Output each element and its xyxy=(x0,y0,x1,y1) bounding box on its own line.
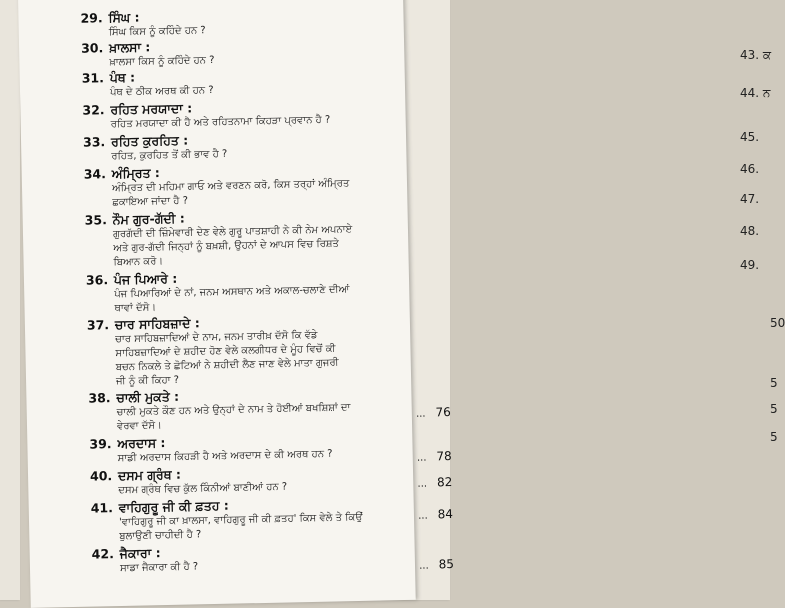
toc-entry xyxy=(84,160,425,211)
entry-question: ਪੰਜ ਪਿਆਰਿਆਂ ਦੇ ਨਾਂ, ਜਨਮ ਅਸਥਾਨ ਅਤੇ ਅਕਾਲ-ਚਲਾਣੇ ਦੀਆਂ ਥਾਵਾਂ ਦੱਸੋ। xyxy=(114,284,350,315)
toc-entry xyxy=(89,461,453,498)
side-entry: 50 xyxy=(770,316,785,330)
entry-heading: 30. ਖ਼ਾਲਸਾ : xyxy=(80,39,151,56)
entry-heading: 33. ਰਹਿਤ ਕੁਰਹਿਤ : xyxy=(82,132,189,150)
entry-question: ਰਹਿਤ, ਕੁਰਹਿਤ ਤੋਂ ਕੀ ਭਾਵ ਹੈ ? xyxy=(111,148,228,163)
page-ref: ... 78 xyxy=(416,449,452,464)
toc-entry xyxy=(89,429,452,466)
side-entry: 43. ਕ xyxy=(740,48,772,62)
entry-heading: 32. ਰਹਿਤ ਮਰਯਾਦਾ : xyxy=(82,100,193,118)
back-page-left xyxy=(0,0,20,600)
entry-heading: 29. ਸਿੰਘ : xyxy=(80,9,140,26)
entry-heading: 40. ਦਸਮ ਗ੍ਰੰਥ : xyxy=(89,466,182,484)
document-page xyxy=(18,0,455,608)
entry-heading: 42. ਜੈਕਾਰਾ : xyxy=(91,545,161,562)
entry-question: ਅੰਮ੍ਰਿਤ ਦੀ ਮਹਿਮਾ ਗਾਓ ਅਤੇ ਵਰਣਨ ਕਰੋ, ਕਿਸ ਤਰ੍ਹਾਂ ਅੰਮ੍ਰਿਤ ਛਕਾਇਆ ਜਾਂਦਾ ਹੈ ? xyxy=(111,178,350,209)
page-ref: ... 85 xyxy=(419,556,455,572)
toc-entry xyxy=(83,128,424,165)
page-ref: ... 84 xyxy=(418,507,454,522)
entry-question: ਪੰਥ ਦੇ ਠੀਕ ਅਰਥ ਕੀ ਹਨ ? xyxy=(109,84,214,99)
entry-heading: 41. ਵਾਹਿਗੁਰੂ ਜੀ ਕੀ ਫ਼ਤਹ : xyxy=(90,497,229,516)
page-ref: ... 82 xyxy=(417,475,453,490)
side-entry: 5 xyxy=(770,376,778,390)
side-entry: 45. xyxy=(740,130,760,144)
entry-question: ਚਾਰ ਸਾਹਿਬਜ਼ਾਦਿਆਂ ਦੇ ਨਾਮ, ਜਨਮ ਤਾਰੀਖ਼ ਦੱਸੋ ਕਿ ਵੱਡੇ ਸਾਹਿਬਜ਼ਾਦਿਆਂ ਦੇ ਸ਼ਹੀਦ ਹੋਣ ਵੇਲੇ ਕਲਗੀਧਰ ਦੇ ਮੂੰਹ ਵਿਚੋਂ ਕੀ ਬਚਨ ਨਿਕਲੇ ਤੇ ਛੋਟਿਆਂ ਨੇ ਸ਼ਹੀਦੀ ਲੈਣ ਜਾਣ ਵੇਲੇ ਮਾਤਾ ਗੁਜਰੀ ਜੀ ਨੂੰ ਕੀ ਕਿਹਾ ? xyxy=(115,329,339,388)
entry-heading: 37. ਚਾਰ ਸਾਹਿਬਜ਼ਾਦੇ : xyxy=(86,315,200,333)
side-entry: 5 xyxy=(770,402,778,416)
side-entry: 44. ਨ xyxy=(740,86,771,100)
entry-question: 'ਵਾਹਿਗੁਰੂ ਜੀ ਕਾ ਖ਼ਾਲਸਾ, ਵਾਹਿਗੁਰੂ ਜੀ ਕੀ ਫ਼ਤਹ' ਕਿਸ ਵੇਲੇ ਤੇ ਕਿਉਂ ਬੁਲਾਉਣੀ ਚਾਹੀਦੀ ਹੈ ? xyxy=(118,511,363,542)
entry-heading: 31. ਪੰਥ : xyxy=(81,69,136,86)
toc-entry xyxy=(90,493,454,544)
entry-heading: 35. ਨੌਮ ਗੁਰ-ਗੱਦੀ : xyxy=(84,210,185,228)
entry-question: ਰਹਿਤ ਮਰਯਾਦਾ ਕੀ ਹੈ ਅਤੇ ਰਹਿਤਨਾਮਾ ਕਿਹੜਾ ਪ੍ਰਵਾਨ ਹੈ ? xyxy=(110,114,331,131)
side-entry: 46. xyxy=(740,162,760,176)
toc-entry xyxy=(87,311,428,390)
side-entry: 49. xyxy=(740,258,760,272)
entry-question: ਦਸਮ ਗ੍ਰੰਥ ਵਿਚ ਕੁੱਲ ਕਿੰਨੀਆਂ ਬਾਣੀਆਂ ਹਨ ? xyxy=(118,481,288,497)
entry-heading: 34. ਅੰਮ੍ਰਿਤ : xyxy=(83,165,160,182)
entry-question: ਚਾਲੀ ਮੁਕਤੇ ਕੌਣ ਹਨ ਅਤੇ ਉਨ੍ਹਾਂ ਦੇ ਨਾਮ ਤੇ ਹੋਈਆਂ ਬਖਸ਼ਿਸ਼ਾਂ ਦਾ ਵੇਰਵਾ ਦੱਸੋ। xyxy=(116,402,351,433)
entry-heading: 36. ਪੰਜ ਪਿਆਰੇ : xyxy=(85,270,178,288)
side-entry: 5 xyxy=(770,430,778,444)
toc-entry xyxy=(86,266,427,317)
entry-question: ਸਿੰਘ ਕਿਸ ਨੂੰ ਕਹਿੰਦੇ ਹਨ ? xyxy=(108,25,206,39)
side-entry: 48. xyxy=(740,224,760,238)
entry-heading: 38. ਚਾਲੀ ਮੁਕਤੇ : xyxy=(88,388,180,406)
side-entry: 47. xyxy=(740,192,760,206)
toc-entry xyxy=(88,383,451,434)
entry-question: ਸਾਡੀ ਅਰਦਾਸ ਕਿਹੜੀ ਹੈ ਅਤੇ ਅਰਦਾਸ ਦੇ ਕੀ ਅਰਥ ਹਨ ? xyxy=(117,448,333,465)
entry-question: ਖ਼ਾਲਸਾ ਕਿਸ ਨੂੰ ਕਹਿੰਦੇ ਹਨ ? xyxy=(109,54,215,69)
entry-question: ਗੁਰਗੱਦੀ ਦੀ ਜ਼ਿੰਮੇਵਾਰੀ ਦੇਣ ਵੇਲੇ ਗੁਰੂ ਪਾਤਸ਼ਾਹੀ ਨੇ ਕੀ ਨੇਮ ਅਪਨਾਏ ਅਤੇ ਗੁਰ-ਗੱਦੀ ਜਿਨ੍ਹਾਂ ਨੂੰ ਬਖ਼ਸ਼ੀ, ਉਹਨਾਂ ਦੇ ਆਪਸ ਵਿਚ ਰਿਸ਼ਤੇ ਬਿਆਨ ਕਰੋ। xyxy=(112,224,353,269)
page-ref: ... 76 xyxy=(415,405,451,420)
toc-entry xyxy=(91,539,455,576)
toc-entry xyxy=(85,206,426,271)
toc-entry xyxy=(82,64,423,101)
entry-heading: 39. ਅਰਦਾਸ : xyxy=(89,435,166,452)
toc-entry xyxy=(82,96,423,133)
entry-question: ਸਾਡਾ ਜੈਕਾਰਾ ਕੀ ਹੈ ? xyxy=(119,561,199,574)
